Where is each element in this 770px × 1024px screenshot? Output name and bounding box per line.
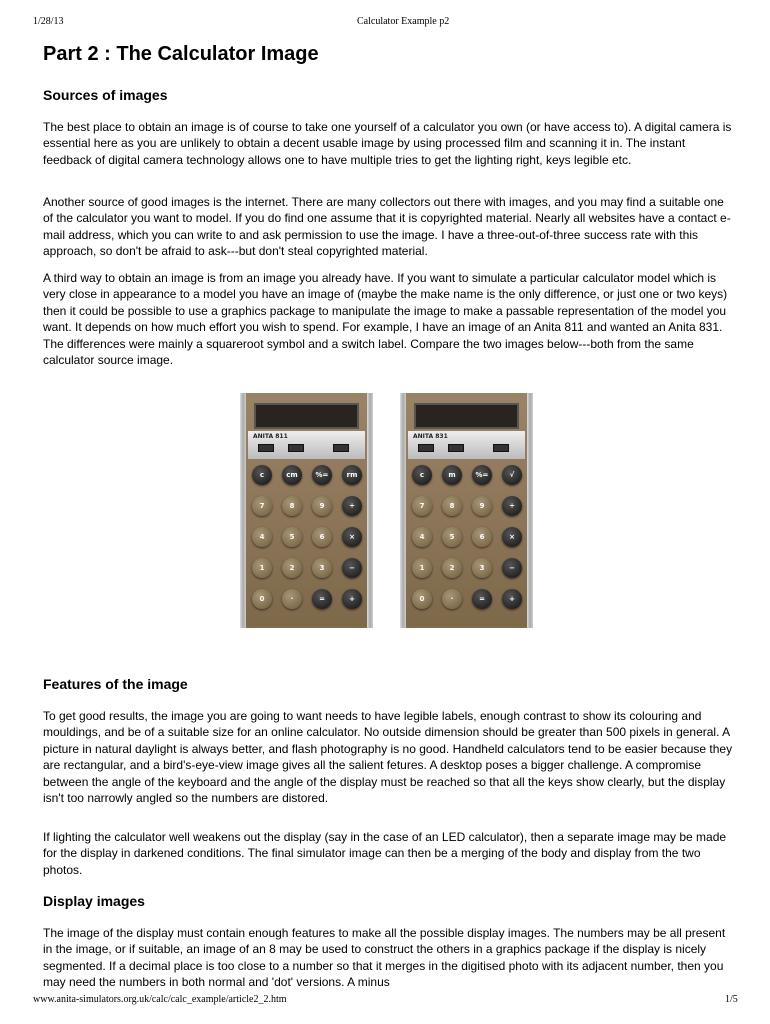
calculator-key: 2 [442, 558, 462, 578]
calculator-key: rm [342, 465, 362, 485]
heading-display: Display images [43, 893, 145, 909]
calculator-key: = [312, 589, 332, 609]
paragraph-features-2: If lighting the calculator well weakens out the display (say in the case of an LED calculator), then a separate image may be made for the display in darkened conditions. The final simulator image can then be a merging of the body and display from the two photos. [43, 830, 727, 877]
calculator-key: ÷ [502, 496, 522, 516]
calculator-key: + [502, 589, 522, 609]
calculator-keypad [252, 465, 362, 609]
header-date: 1/28/13 [33, 16, 64, 27]
calculator-display [254, 403, 359, 429]
heading-features: Features of the image [43, 676, 188, 692]
calculator-key: 5 [282, 527, 302, 547]
calculator-key: 3 [312, 558, 332, 578]
calculator-key: 9 [472, 496, 492, 516]
paragraph-sources-1: The best place to obtain an image is of course to take one yourself of a calculator you own (or have access to). A digital camera is essential here as you are unlikely to obtain a decent usable image by using processed film and scanning it in. The instant feedback of digital camera technology allows one to have multiple tries to get the lighting right, keys legible etc. [43, 120, 732, 167]
calculator-key: 8 [442, 496, 462, 516]
calculator-key: 0 [252, 589, 272, 609]
calculator-key: %= [312, 465, 332, 485]
calculator-key: %= [472, 465, 492, 485]
calculator-key: 1 [252, 558, 272, 578]
paragraph-sources-3: A third way to obtain an image is from an image you already have. If you want to simulate a particular calculator model which is very close in appearance to a model you have an image of (maybe the make name is the only difference, or just one or two keys) then it could be possible to use a graphics package to manipulate the image to make a passable representation of the model you want. It depends on how much effort you wish to spend. For example, I have an image of an Anita 811 and wanted an Anita 831. The differences were mainly a squareroot symbol and a switch label. Compare the two images below---both from the same calculator source image. [43, 271, 728, 368]
calculator-key: 4 [412, 527, 432, 547]
paragraph-display-1: The image of the display must contain enough features to make all the possible display images. The numbers may be all present in the image, or if suitable, an image of an 8 may be used to construct the others in a graphics package if the display is nicely segmented. If a decimal place is too close to a number so that it merges in the digitised photo with its adjacent number, then you may need the numbers in both normal and 'dot' versions. A minus [43, 926, 726, 990]
calculator-key: 7 [412, 496, 432, 516]
calculator-key: c [412, 465, 432, 485]
heading-sources: Sources of images [43, 87, 168, 103]
calculator-key: × [502, 527, 522, 547]
calculator-key: √ [502, 465, 522, 485]
calculator-keypad [412, 465, 522, 609]
calculator-image-anita-831 [400, 393, 533, 628]
calculator-key: 5 [442, 527, 462, 547]
calculator-key: + [342, 589, 362, 609]
calculator-key: − [502, 558, 522, 578]
calculator-key: 9 [312, 496, 332, 516]
calculator-key: 1 [412, 558, 432, 578]
calculator-key: 3 [472, 558, 492, 578]
calculator-key: 0 [412, 589, 432, 609]
calculator-key: m [442, 465, 462, 485]
footer-page-number: 1/5 [725, 994, 738, 1005]
calculator-key: 6 [312, 527, 332, 547]
calculator-key: cm [282, 465, 302, 485]
calculator-key: ÷ [342, 496, 362, 516]
calculator-key: 2 [282, 558, 302, 578]
calculator-key: × [342, 527, 362, 547]
paragraph-sources-2: Another source of good images is the internet. There are many collectors out there with images, and you may find a suitable one of the calculator you want to model. If you do find one assume that it is copyrighted material. Nearly all websites have a contact e-mail address, which you can write to and ask permission to use the image. I have a three-out-of-three success rate with this approach, so don't be afraid to ask---but don't steal copyrighted material. [43, 195, 731, 259]
calculator-key: 4 [252, 527, 272, 547]
page-title: Part 2 : The Calculator Image [43, 43, 319, 65]
calculator-display [414, 403, 519, 429]
calculator-model-label: ANITA 831 [413, 433, 448, 440]
calculator-key: c [252, 465, 272, 485]
paragraph-features-1: To get good results, the image you are going to want needs to have legible labels, enough contrast to show its colouring and mouldings, and be of a suitable size for an online calculator. No outside dimension should be greater than 500 pixels in general. A picture in natural daylight is always better, and flash photography is no good. Handheld calculators tend to be easier because they are rectangular, and a bird's-eye-view image gives all the salient fetures. A desktop poses a bigger challenge. A compromise between the angle of the keyboard and the angle of the display must be reached so that all the keys show clearly, but the display isn't too narrowly angled so the numbers are distored. [43, 709, 733, 806]
header-title: Calculator Example p2 [357, 16, 450, 27]
calculator-key: 6 [472, 527, 492, 547]
calculator-key: 7 [252, 496, 272, 516]
calculator-image-anita-811 [240, 393, 373, 628]
calculator-key: = [472, 589, 492, 609]
calculator-key: · [442, 589, 462, 609]
calculator-key: · [282, 589, 302, 609]
calculator-key: − [342, 558, 362, 578]
footer-url: www.anita-simulators.org.uk/calc/calc_example/article2_2.htm [33, 994, 287, 1005]
calculator-key: 8 [282, 496, 302, 516]
calculator-model-label: ANITA 811 [253, 433, 288, 440]
